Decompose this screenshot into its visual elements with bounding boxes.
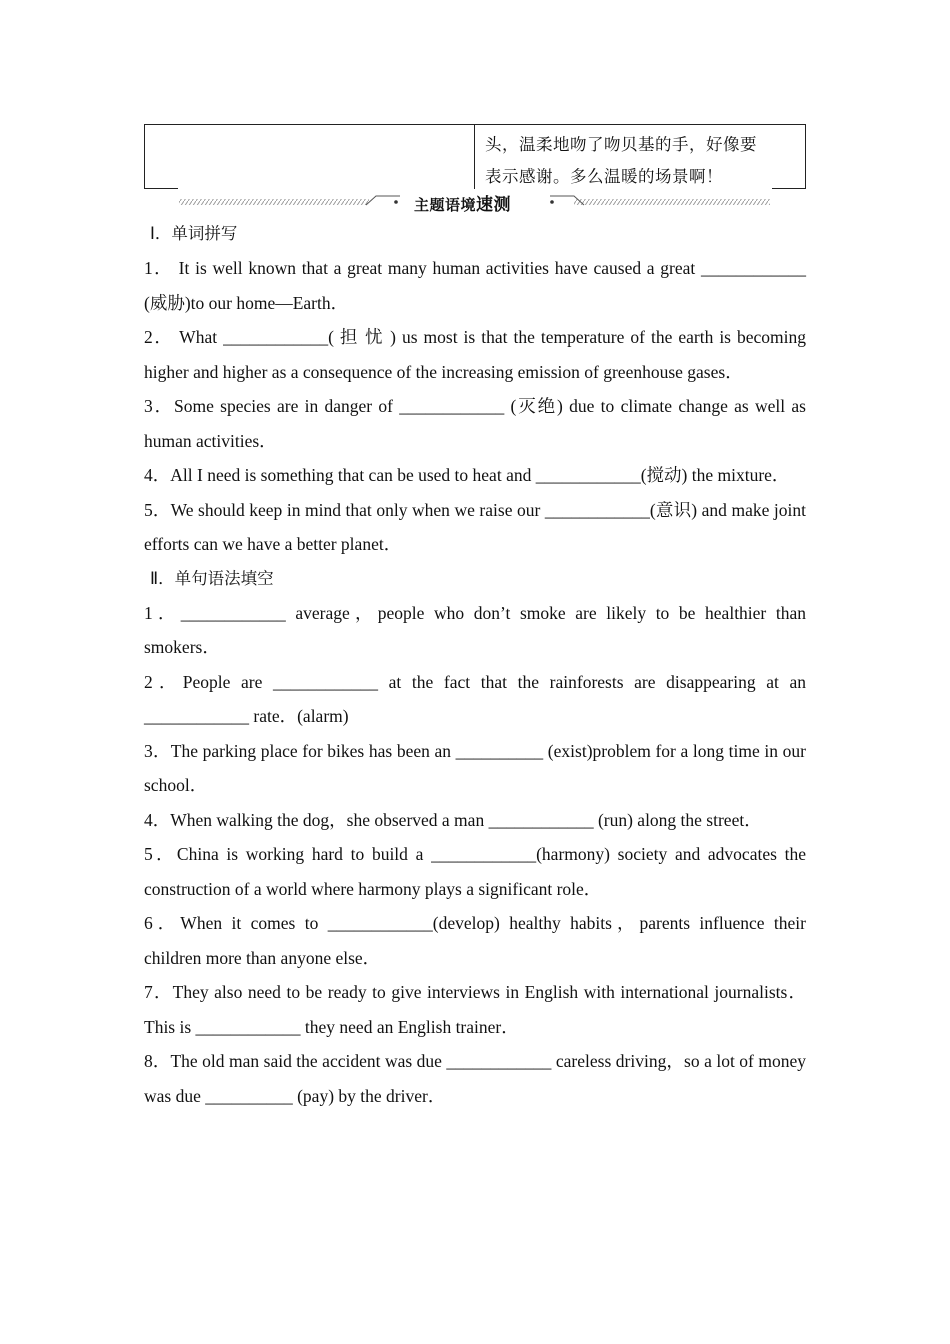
s1-question-3: 3．Some species are in danger of ____________ (灭绝) due to climate change as well as human activities． [144,396,806,451]
banner-title-part1: 主题语境 [414,196,477,214]
section1-heading [144,217,806,251]
story-table-fragment [144,124,806,189]
s1-question-1: 1． It is well known that a great many human activities have caused a great ____________ (威胁)to our home—Earth． [144,258,806,313]
s1-question-4: 4．All I need is something that can be used to heat and ____________(搅动) the mixture． [144,465,790,485]
section2-title: 单句语法填空 [174,568,274,588]
s2-question-6: 6．When it comes to ____________(develop) healthy habits，parents influence their children more than anyone else． [144,913,806,968]
section2-heading [144,562,806,596]
s2-question-5: 5．China is working hard to build a ____________(harmony) society and advocates the construction of a world where harmony plays a significant role． [144,844,806,899]
s1-question-2: 2． What ____________( 担 忧 ) us most is that the temperature of the earth is becoming higher and higher as a consequence of the increasing emission of greenhouse gases． [144,327,806,382]
banner-title [414,190,511,215]
table-cell-text [485,129,803,193]
s2-question-7: 7．They also need to be ready to give interviews in English with international journalists．This is ____________ they need an English trainer． [144,982,806,1037]
s2-question-4: 4．When walking the dog，she observed a man ____________ (run) along the street． [144,809,762,830]
section-banner [144,189,806,217]
table-line-2: 表示感谢。多么温暖的场景啊！ [485,167,723,186]
table-line-1: 头，温柔地吻了吻贝基的手，好像要 [485,135,757,154]
section2-numeral: Ⅱ． [150,568,175,588]
s2-question-2: 2．People are ____________ at the fact that the rainforests are disappearing at an ____________ rate．(alarm) [144,671,806,726]
table-border-left [144,125,145,189]
section1-title: 单词拼写 [171,224,238,243]
banner-title-part2: 速测 [476,195,512,215]
document-page [144,124,806,1113]
s2-question-1: 1．____________ average，people who don’t smoke are likely to be healthier than smokers． [144,602,806,657]
table-border-right [805,125,806,189]
s2-question-8: 8．The old man said the accident was due ____________ careless driving，so a lot of money was due __________ (pay) by the driver． [144,1051,806,1106]
s1-question-5: 5．We should keep in mind that only when we raise our ____________(意识) and make joint efforts can we have a better planet． [144,499,806,554]
table-border-middle [474,125,475,189]
section1-numeral: Ⅰ． [150,224,172,243]
s2-question-3: 3．The parking place for bikes has been an __________ (exist)problem for a long time in our school． [144,740,806,795]
